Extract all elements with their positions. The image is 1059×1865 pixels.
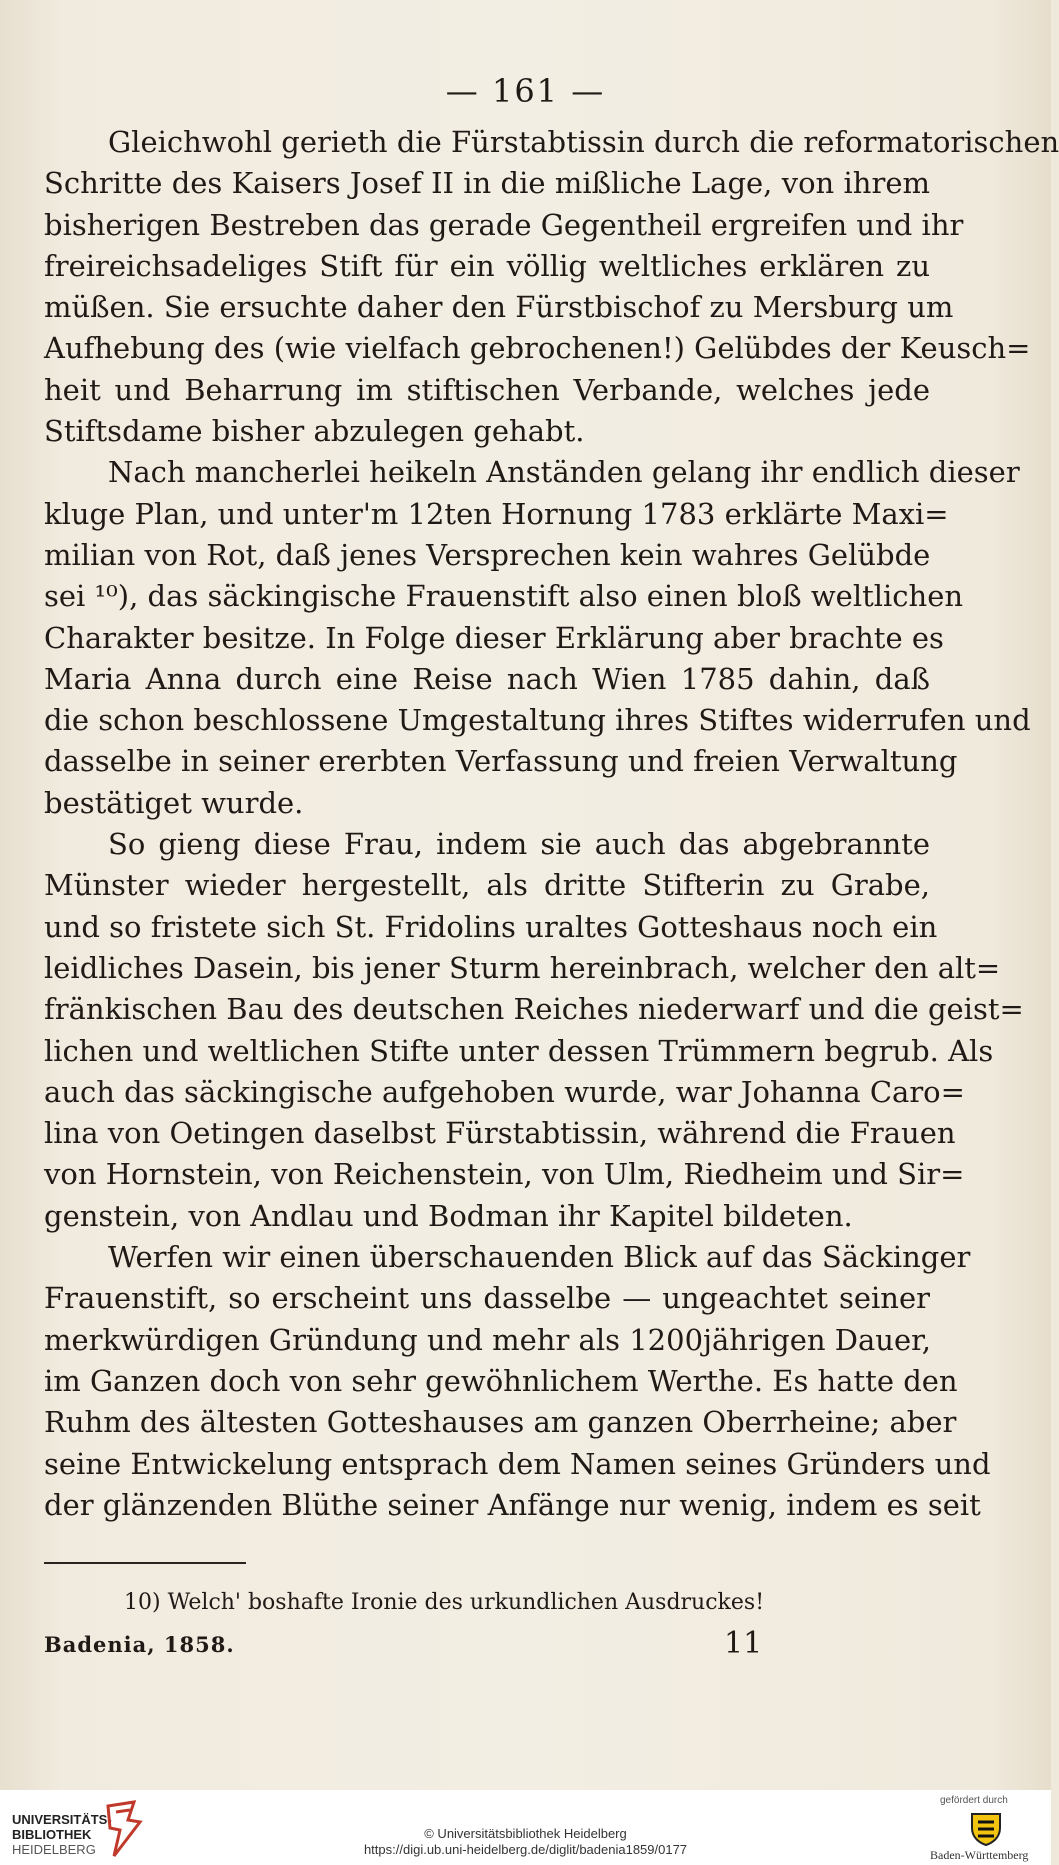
text-line: Werfen wir einen überschauenden Blick auf das Säckinger: [108, 1240, 971, 1275]
copyright-text: © Universitätsbibliothek Heidelberg: [424, 1826, 627, 1841]
text-line: genstein, von Andlau und Bodman ihr Kapitel bildeten.: [44, 1198, 853, 1233]
library-name-line: HEIDELBERG: [12, 1842, 96, 1857]
text-line: der glänzenden Blüthe seiner Anfänge nur wenig, indem es seit: [44, 1487, 981, 1522]
text-line: dasselbe in seiner ererbten Verfassung und freien Verwaltung: [44, 744, 958, 779]
source-url-link[interactable]: https://digi.ub.uni-heidelberg.de/diglit/badenia1859/0177: [363, 1842, 688, 1857]
text-line: fränkischen Bau des deutschen Reiches niederwarf und die geist=: [44, 992, 1024, 1027]
text-line: müßen. Sie ersuchte daher den Fürstbischof zu Mersburg um: [44, 290, 954, 325]
text-line: Gleichwohl gerieth die Fürstabtissin durch die reformatorischen: [108, 125, 1059, 159]
text-line: kluge Plan, und unter'm 12ten Hornung 1783 erklärte Maxi=: [44, 496, 949, 531]
text-line: Frauenstift, so erscheint uns dasselbe — ungeachtet seiner: [44, 1281, 930, 1316]
text-line: merkwürdigen Gründung und mehr als 1200jährigen Dauer,: [44, 1322, 932, 1357]
text-line: von Hornstein, von Reichenstein, von Ulm, Riedheim und Sir=: [44, 1157, 965, 1192]
text-line: bisherigen Bestreben das gerade Gegentheil ergreifen und ihr: [44, 207, 964, 242]
text-line: im Ganzen doch von sehr gewöhnlichem Werthe. Es hatte den: [44, 1363, 958, 1398]
paragraph-1: [44, 122, 1059, 452]
copyright-block: [0, 1826, 1051, 1858]
text-line: Nach mancherlei heikeln Anständen gelang ihr endlich dieser: [108, 455, 1020, 490]
text-line: sei ¹⁰), das säckingische Frauenstift also einen bloß weltlichen: [44, 579, 964, 614]
footnote-divider: [44, 1562, 246, 1564]
paragraph-3: [44, 824, 1024, 1237]
text-line: So gieng diese Frau, indem sie auch das abgebrannte: [108, 827, 930, 862]
text-line: lina von Oetingen daselbst Fürstabtissin, während die Frauen: [44, 1116, 956, 1151]
text-line: die schon beschlossene Umgestaltung ihres Stiftes widerrufen und: [44, 703, 1031, 738]
page-number: — 161 —: [445, 72, 606, 110]
sponsor-label: gefördert durch: [940, 1795, 1008, 1806]
signature-mark: Badenia, 1858.: [44, 1632, 235, 1657]
text-line: lichen und weltlichen Stifte unter dessen Trümmern begrub. Als: [44, 1033, 994, 1068]
body-text: [44, 122, 1059, 1526]
paragraph-4: [44, 1237, 991, 1526]
text-line: Maria Anna durch eine Reise nach Wien 1785 dahin, daß: [44, 661, 930, 696]
text-line: auch das säckingische aufgehoben wurde, war Johanna Caro=: [44, 1074, 965, 1109]
text-line: bestätiget wurde.: [44, 785, 304, 820]
coat-of-arms-icon: [970, 1812, 1002, 1846]
text-line: Ruhm des ältesten Gotteshauses am ganzen Oberrheine; aber: [44, 1405, 957, 1440]
library-name-line: BIBLIOTHEK: [12, 1827, 92, 1842]
footnote: 10) Welch' boshafte Ironie des urkundlichen Ausdruckes!: [124, 1590, 765, 1615]
text-line: seine Entwickelung entsprach dem Namen seines Gründers und: [44, 1446, 991, 1481]
library-name-line: UNIVERSITÄTS-: [12, 1812, 112, 1827]
text-line: leidliches Dasein, bis jener Sturm hereinbrach, welcher den alt=: [44, 950, 1001, 985]
text-line: Münster wieder hergestellt, als dritte Stifterin zu Grabe,: [44, 868, 930, 903]
text-line: freireichsadeliges Stift für ein völlig weltliches erklären zu: [44, 248, 930, 283]
text-line: Aufhebung des (wie vielfach gebrochenen!) Gelübdes der Keusch=: [44, 331, 1031, 366]
text-line: Schritte des Kaisers Josef II in die mißliche Lage, von ihrem: [44, 166, 930, 201]
text-line: Charakter besitze. In Folge dieser Erklärung aber brachte es: [44, 620, 944, 655]
text-line: und so fristete sich St. Fridolins uraltes Gotteshaus noch ein: [44, 909, 938, 944]
text-line: Stiftsdame bisher abzulegen gehabt.: [44, 414, 585, 449]
text-line: heit und Beharrung im stiftischen Verbande, welches jede: [44, 372, 930, 407]
sponsor-name: Baden-Württemberg: [930, 1848, 1029, 1862]
text-line: milian von Rot, daß jenes Versprechen kein wahres Gelübde: [44, 537, 931, 572]
paragraph-2: [44, 452, 1031, 824]
signature-number: 11: [724, 1626, 763, 1661]
